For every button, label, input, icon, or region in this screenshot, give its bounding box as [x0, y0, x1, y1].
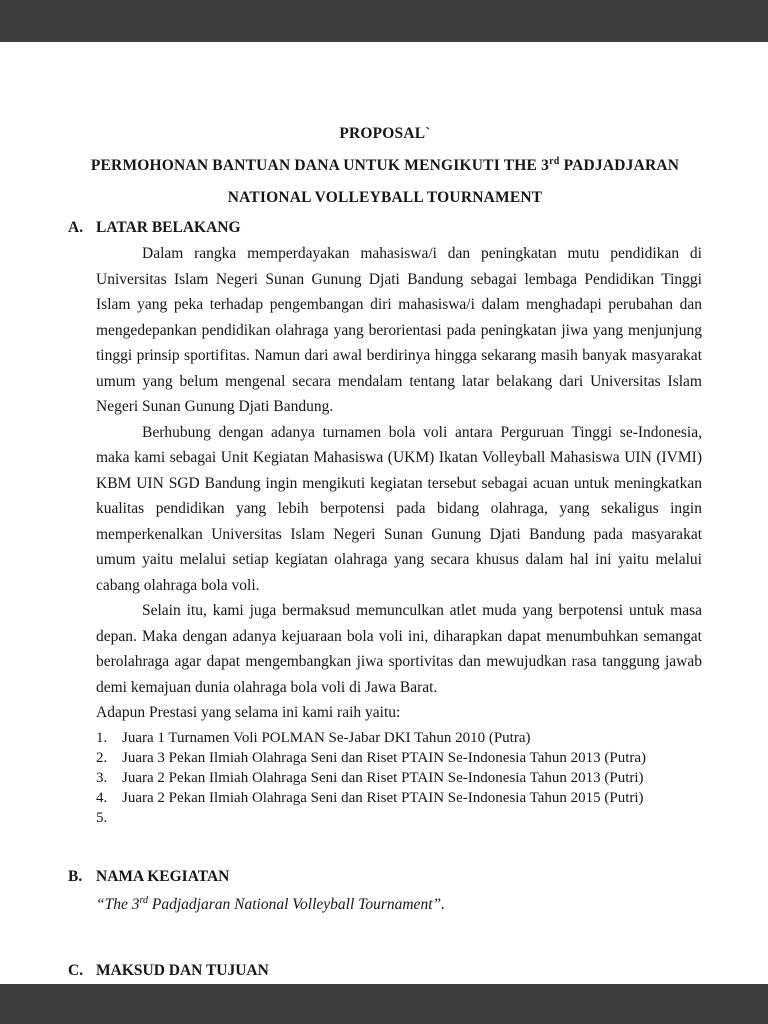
achievement-text: Juara 1 Turnamen Voli POLMAN Se-Jabar DKI Tahun 2010 (Putra)	[122, 729, 531, 746]
paragraph: Selain itu, kami juga bermaksud memunculkan atlet muda yang berpotensi untuk masa depan. Maka dengan adanya kejuaraan bola voli ini, diharapkan dapat menumbuhkan semangat berolahraga agar dapat mengembangkan jiwa sportivitas dan mewujudkan rasa tanggung jawab demi kemajuan dunia olahraga bola voli di Jawa Barat.	[96, 602, 702, 696]
section-c-label: C.	[68, 961, 84, 979]
section-a-body	[68, 241, 702, 828]
section-a-label: A.	[68, 219, 84, 237]
event-name-quote	[68, 892, 702, 918]
quote-post: Padjadjaran National Volleyball Tournament”.	[148, 895, 445, 913]
section-c-heading	[68, 958, 702, 984]
section-a-heading	[68, 215, 702, 241]
achievement-number: 5.	[96, 809, 108, 826]
achievement-number: 4.	[96, 789, 108, 806]
doc-subtitle-ordinal: rd	[549, 155, 560, 167]
achievement-item	[96, 768, 702, 788]
section-latar-belakang	[68, 215, 702, 828]
achievement-text: Juara 3 Pekan Ilmiah Olahraga Seni dan Riset PTAIN Se-Indonesia Tahun 2013 (Putra)	[122, 749, 647, 766]
achievement-number: 2.	[96, 749, 108, 766]
quote-pre: “The 3	[96, 895, 140, 913]
section-maksud-dan-tujuan	[68, 958, 702, 984]
document-page	[0, 42, 768, 984]
achievement-number: 3.	[96, 769, 108, 786]
section-nama-kegiatan	[68, 864, 702, 918]
section-c-title: MAKSUD DAN TUJUAN	[96, 961, 269, 979]
achievements-lead-in: Adapun Prestasi yang selama ini kami raih yaitu:	[96, 704, 401, 722]
quote-ordinal: rd	[139, 894, 149, 906]
achievement-item	[96, 788, 702, 808]
doc-subtitle-line1	[68, 150, 702, 182]
paragraph: Berhubung dengan adanya turnamen bola voli antara Perguruan Tinggi se-Indonesia, maka kami sebagai Unit Kegiatan Mahasiswa (UKM) Ikatan Volleyball Mahasiswa UIN (IVMI) KBM UIN SGD Bandung ingin mengikuti kegiatan tersebut sebagai acuan untuk meningkatkan kualitas pendidikan yang lebih berpotensi pada bidang olahraga, yang sekaligus ingin memperkenalkan Universitas Islam Negeri Sunan Gunung Djati Bandung pada masyarakat umum yaitu melalui setiap kegiatan olahraga yang secara khusus dalam hal ini yaitu melalui cabang olahraga bola voli.	[96, 423, 702, 594]
doc-title: PROPOSAL`	[339, 125, 431, 142]
section-a-title: LATAR BELAKANG	[96, 219, 241, 237]
section-b-title: NAMA KEGIATAN	[96, 867, 230, 885]
doc-subtitle-post: PADJADJARAN	[559, 156, 680, 174]
achievement-item	[96, 748, 702, 768]
achievement-text: Juara 2 Pekan Ilmiah Olahraga Seni dan Riset PTAIN Se-Indonesia Tahun 2013 (Putri)	[122, 769, 644, 786]
achievement-item	[96, 728, 702, 748]
achievement-number: 1.	[96, 729, 108, 746]
paragraph: Dalam rangka memperdayakan mahasiswa/i dan peningkatan mutu pendidikan di Universitas Islam Negeri Sunan Gunung Djati Bandung sebagai lembaga Pendidikan Tinggi Islam yang peka terhadap pengembangan diri mahasiswa/i dalam menghadapi perubahan dan mengedepankan pendidikan olahraga yang berorientasi pada peningkatan jiwa yang menjunjung tinggi prinsip sportifitas. Namun dari awal berdirinya hingga sekarang masih banyak masyarakat umum yang belum mengenal secara mendalam tentang latar belakang dari Universitas Islam Negeri Sunan Gunung Djati Bandung.	[96, 245, 702, 416]
achievement-text	[122, 808, 702, 828]
document-title-block	[68, 118, 702, 213]
achievements-list	[96, 728, 702, 828]
section-b-label: B.	[68, 867, 83, 885]
document-content	[0, 42, 768, 984]
achievement-text: Juara 2 Pekan Ilmiah Olahraga Seni dan Riset PTAIN Se-Indonesia Tahun 2015 (Putri)	[122, 789, 644, 806]
section-b-heading	[68, 864, 702, 890]
doc-subtitle-line2: NATIONAL VOLLEYBALL TOURNAMENT	[227, 188, 543, 206]
doc-subtitle-pre: PERMOHONAN BANTUAN DANA UNTUK MENGIKUTI THE 3	[90, 156, 550, 174]
achievement-item	[96, 808, 702, 828]
